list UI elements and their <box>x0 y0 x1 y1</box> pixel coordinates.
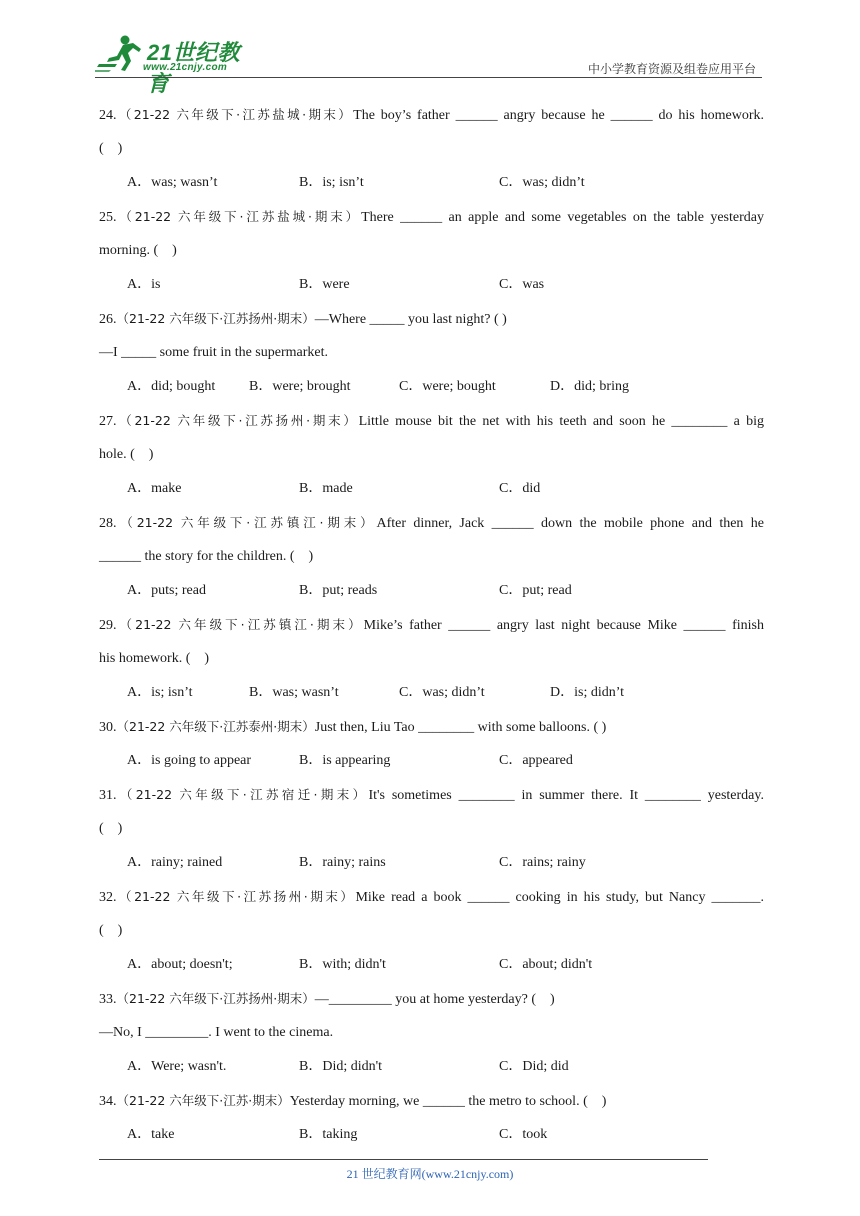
option-text: was; wasn’t <box>272 685 339 700</box>
answer-options <box>99 744 764 778</box>
option-key: D． <box>550 379 575 394</box>
question-text-continued: —No, I _________. I went to the cinema. <box>99 1025 334 1040</box>
option-text: with; didn't <box>322 957 386 972</box>
question-text: —Where _____ you last night? ( ) <box>314 312 507 327</box>
answer-option[interactable] <box>499 948 592 982</box>
platform-tagline: 中小学教育资源及组卷应用平台 <box>587 62 756 76</box>
answer-option[interactable] <box>299 948 386 982</box>
question-stem <box>99 982 764 1016</box>
option-key: A． <box>127 175 152 190</box>
question-source: （21-22 六年级下·江苏宿迁·期末） <box>116 787 369 802</box>
question-number: 34. <box>99 1094 117 1109</box>
option-text: rainy; rains <box>322 855 386 870</box>
option-key: A． <box>127 685 152 700</box>
question-text: The boy’s father ______ angry because he ______ do his homework. <box>353 108 764 123</box>
question-number: 29. <box>99 618 117 633</box>
question-stem <box>99 1084 764 1118</box>
question-number: 32. <box>99 890 117 905</box>
header-divider <box>95 77 762 78</box>
answer-option[interactable] <box>127 1118 174 1152</box>
question-text: Little mouse bit the net with his teeth and soon he ________ a big <box>358 414 764 429</box>
option-text: were; brought <box>272 379 351 394</box>
answer-options <box>99 676 764 710</box>
question-source: （21-22 六年级下·江苏盐城·期末） <box>116 107 354 122</box>
footer-link[interactable]: 21 世纪教育网(www.21cnjy.com) <box>346 1167 514 1181</box>
question-source: （21-22 六年级下·江苏扬州·期末） <box>116 889 356 904</box>
answer-option[interactable] <box>249 370 351 404</box>
answer-option[interactable] <box>550 676 624 710</box>
option-text: was; didn’t <box>422 685 485 700</box>
option-text: is; isn’t <box>151 685 193 700</box>
question-number: 28. <box>99 516 117 531</box>
question-number: 25. <box>99 210 117 225</box>
answer-option[interactable] <box>299 744 390 778</box>
option-text: did <box>522 481 541 496</box>
answer-option[interactable] <box>299 472 353 506</box>
question-number: 33. <box>99 992 117 1007</box>
question-stem <box>99 608 764 642</box>
answer-options <box>99 1118 764 1152</box>
answer-option[interactable] <box>127 744 251 778</box>
answer-option[interactable] <box>299 1118 357 1152</box>
answer-option[interactable] <box>499 744 573 778</box>
option-text: rainy; rained <box>151 855 223 870</box>
option-text: is; isn’t <box>322 175 364 190</box>
option-text: did; bought <box>151 379 216 394</box>
option-key: B． <box>299 583 323 598</box>
answer-option[interactable] <box>127 472 181 506</box>
option-text: did; bring <box>574 379 629 394</box>
answer-option[interactable] <box>550 370 629 404</box>
option-text: were <box>322 277 350 292</box>
question-text: Just then, Liu Tao ________ with some balloons. ( ) <box>314 720 607 735</box>
option-text: is appearing <box>322 753 391 768</box>
option-text: take <box>151 1127 175 1142</box>
answer-options <box>99 268 764 302</box>
option-text: appeared <box>522 753 573 768</box>
answer-option[interactable] <box>299 268 350 302</box>
question-source: （21-22 六年级下·江苏泰州·期末） <box>116 719 315 734</box>
option-key: D． <box>550 685 575 700</box>
option-key: C． <box>399 685 423 700</box>
answer-options <box>99 948 764 982</box>
question-number: 27. <box>99 414 117 429</box>
option-key: C． <box>499 481 523 496</box>
question-source: （21-22 六年级下·江苏镇江·期末） <box>116 515 377 530</box>
question-text-continued: —I _____ some fruit in the supermarket. <box>99 345 329 360</box>
question-text: Yesterday morning, we ______ the metro to school. ( ) <box>289 1094 607 1109</box>
question-text-continued: ______ the story for the children. ( ) <box>99 549 314 564</box>
question-text-continued: his homework. ( ) <box>99 651 210 666</box>
answer-option[interactable] <box>127 370 215 404</box>
site-logo[interactable] <box>95 34 260 96</box>
option-text: taking <box>322 1127 358 1142</box>
question-text-continued: ( ) <box>99 923 123 938</box>
option-text: puts; read <box>151 583 206 598</box>
option-key: A． <box>127 957 152 972</box>
option-text: is; didn’t <box>574 685 625 700</box>
answer-option[interactable] <box>399 370 496 404</box>
logo-url: www.21cnjy.com <box>143 62 228 73</box>
question-text-continued: morning. ( ) <box>99 243 177 258</box>
answer-option[interactable] <box>299 574 377 608</box>
answer-options <box>99 166 764 200</box>
option-key: A． <box>127 277 152 292</box>
option-key: C． <box>499 1059 523 1074</box>
answer-option[interactable] <box>127 948 233 982</box>
answer-option[interactable] <box>499 1118 547 1152</box>
option-key: C． <box>499 277 523 292</box>
option-key: B． <box>299 175 323 190</box>
answer-option[interactable] <box>127 574 206 608</box>
option-key: A． <box>127 1127 152 1142</box>
question-text-continued: ( ) <box>99 821 123 836</box>
option-text: about; didn't <box>522 957 593 972</box>
answer-option[interactable] <box>249 676 339 710</box>
answer-options <box>99 472 764 506</box>
question-text: It's sometimes ________ in summer there. It ________ yesterday. <box>368 788 764 803</box>
question-text: —_________ you at home yesterday? ( ) <box>314 992 555 1007</box>
question-stem <box>99 710 764 744</box>
option-text: was; wasn’t <box>151 175 218 190</box>
question-source: （21-22 六年级下·江苏扬州·期末） <box>116 413 359 428</box>
option-key: B． <box>299 753 323 768</box>
question-number: 24. <box>99 108 117 123</box>
question-stem <box>99 200 764 234</box>
option-text: made <box>322 481 353 496</box>
question-text-continued: ( ) <box>99 141 123 156</box>
option-text: put; reads <box>322 583 378 598</box>
option-key: C． <box>499 583 523 598</box>
answer-option[interactable] <box>127 1050 226 1084</box>
option-text: took <box>522 1127 548 1142</box>
answer-option[interactable] <box>499 166 585 200</box>
option-key: B． <box>249 685 273 700</box>
option-key: A． <box>127 855 152 870</box>
answer-option[interactable] <box>127 846 222 880</box>
question-text-continued: hole. ( ) <box>99 447 154 462</box>
question-stem <box>99 404 764 438</box>
option-key: A． <box>127 1059 152 1074</box>
answer-option[interactable] <box>499 846 586 880</box>
option-text: Did; did <box>522 1059 569 1074</box>
question-stem <box>99 778 764 812</box>
option-key: C． <box>499 175 523 190</box>
option-key: B． <box>299 855 323 870</box>
question-text: Mike read a book ______ cooking in his study, but Nancy _______. <box>355 890 764 905</box>
option-key: A． <box>127 379 152 394</box>
option-key: B． <box>299 1059 323 1074</box>
answer-option[interactable] <box>127 166 217 200</box>
question-text: There ______ an apple and some vegetables on the table yesterday <box>361 210 764 225</box>
question-source: （21-22 六年级下·江苏镇江·期末） <box>116 617 364 632</box>
question-stem <box>99 506 764 540</box>
option-key: B． <box>299 481 323 496</box>
question-number: 26. <box>99 312 117 327</box>
question-list <box>99 98 764 1152</box>
answer-options <box>99 1050 764 1084</box>
option-text: make <box>151 481 182 496</box>
option-text: about; doesn't; <box>151 957 233 972</box>
option-key: B． <box>249 379 273 394</box>
question-text: Mike’s father ______ angry last night because Mike ______ finish <box>363 618 764 633</box>
option-key: C． <box>499 753 523 768</box>
answer-option[interactable] <box>399 676 485 710</box>
option-key: B． <box>299 957 323 972</box>
option-key: C． <box>499 1127 523 1142</box>
page-header <box>0 0 860 96</box>
answer-option[interactable] <box>499 1050 569 1084</box>
answer-option[interactable] <box>127 268 160 302</box>
answer-options <box>99 846 764 880</box>
option-key: A． <box>127 481 152 496</box>
option-key: C． <box>399 379 423 394</box>
option-key: A． <box>127 583 152 598</box>
answer-option[interactable] <box>299 1050 382 1084</box>
answer-option[interactable] <box>499 574 572 608</box>
logo-text: 21世纪教育 <box>147 40 240 96</box>
question-number: 30. <box>99 720 117 735</box>
question-number: 31. <box>99 788 117 803</box>
runner-logo-icon <box>95 34 143 74</box>
answer-options <box>99 370 764 404</box>
option-text: rains; rainy <box>522 855 586 870</box>
option-text: is going to appear <box>151 753 252 768</box>
answer-option[interactable] <box>299 166 364 200</box>
option-key: C． <box>499 957 523 972</box>
footer-divider <box>99 1159 708 1160</box>
option-text: Were; wasn't. <box>151 1059 227 1074</box>
question-text: After dinner, Jack ______ down the mobile phone and then he <box>376 516 764 531</box>
option-text: was; didn’t <box>522 175 585 190</box>
question-source: （21-22 六年级下·江苏盐城·期末） <box>116 209 362 224</box>
question-stem <box>99 302 764 336</box>
question-source: （21-22 六年级下·江苏扬州·期末） <box>116 991 315 1006</box>
question-stem <box>99 880 764 914</box>
question-stem <box>99 98 764 132</box>
option-key: A． <box>127 753 152 768</box>
question-source: （21-22 六年级下·江苏扬州·期末） <box>116 311 315 326</box>
option-text: were; bought <box>422 379 496 394</box>
answer-option[interactable] <box>127 676 193 710</box>
option-text: put; read <box>522 583 572 598</box>
option-text: is <box>151 277 161 292</box>
answer-options <box>99 574 764 608</box>
answer-option[interactable] <box>499 472 540 506</box>
answer-option[interactable] <box>299 846 386 880</box>
option-key: B． <box>299 1127 323 1142</box>
option-text: was <box>522 277 545 292</box>
question-source: （21-22 六年级下·江苏·期末） <box>116 1093 290 1108</box>
answer-option[interactable] <box>499 268 544 302</box>
option-key: B． <box>299 277 323 292</box>
option-key: C． <box>499 855 523 870</box>
option-text: Did; didn't <box>322 1059 383 1074</box>
